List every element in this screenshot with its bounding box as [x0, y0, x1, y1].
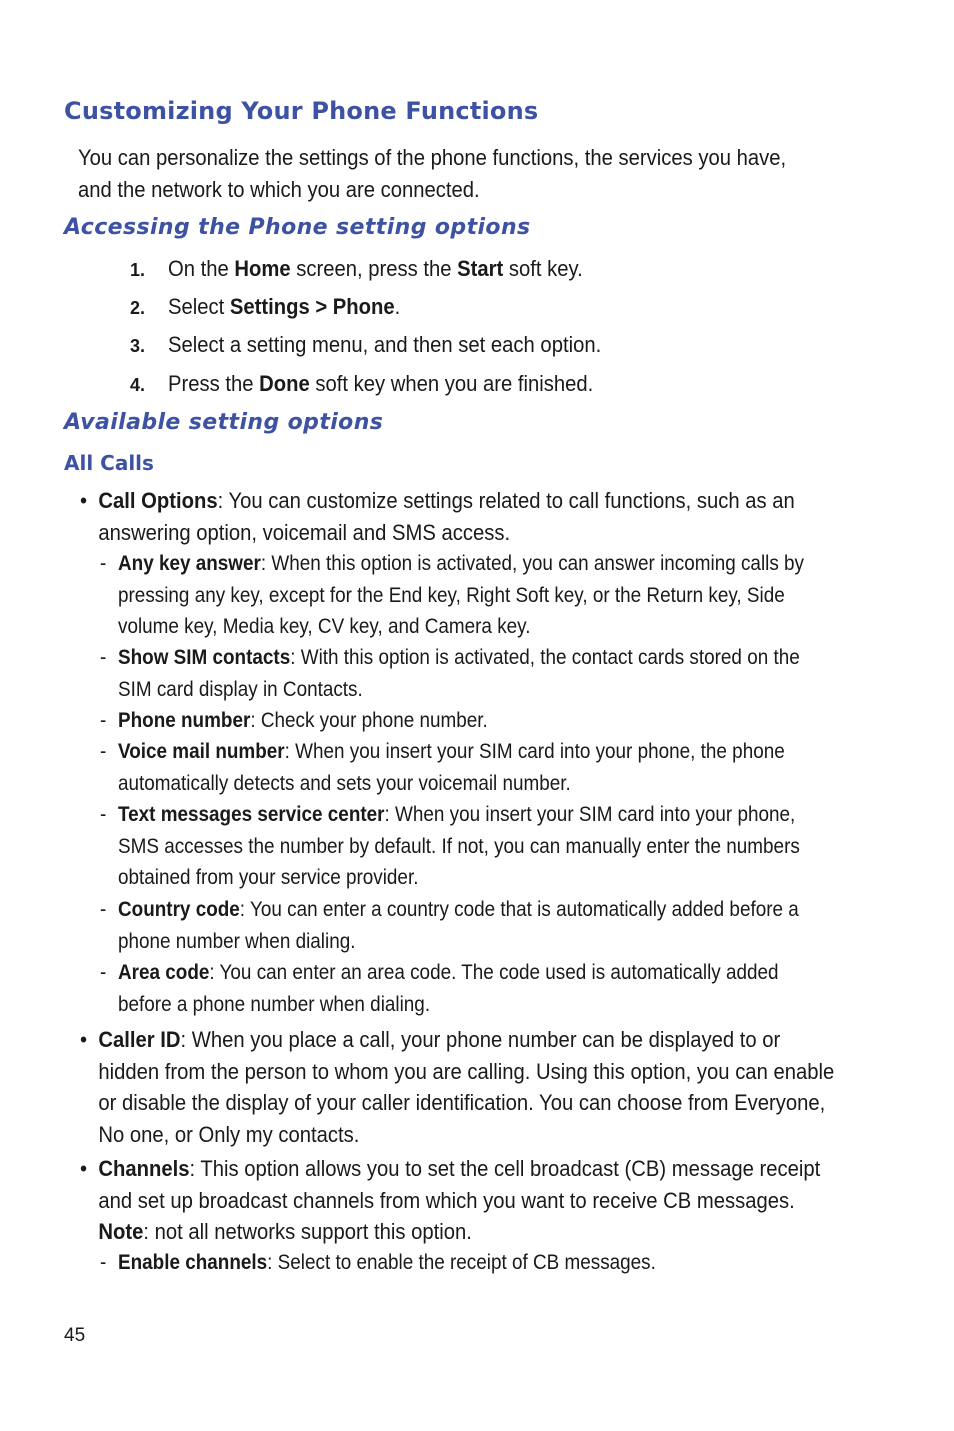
section-heading-accessing: Accessing the Phone setting options — [64, 215, 531, 240]
bullet-call-options: • Call Options: You can customize settings related to call functions, such as an answering option, voicemail and SMS access. — [80, 485, 844, 548]
bullet-glyph: • — [80, 1156, 88, 1181]
sub-item-phone-number: - Phone number: Check your phone number. — [100, 709, 488, 732]
sub-item-area-code: - Area code: You can enter an area code. The code used is automatically added before a phone number when dialing. — [100, 961, 779, 1016]
bullet-caller-id: • Caller ID: When you place a call, your phone number can be displayed to or hidden from the person to whom you are calling. Using this option, you can enable or disable the display of your caller identification. You can choose from Everyone, No one, or Only my contacts. — [80, 1024, 844, 1150]
step-3: 3. Select a setting menu, and then set each option. — [130, 329, 639, 362]
intro-paragraph: You can personalize the settings of the phone functions, the services you have, and the network to which you are connected. — [78, 145, 787, 202]
section-heading-available: Available setting options — [64, 410, 384, 435]
sub-item-text-messages-service-center: - Text messages service center: When you insert your SIM card into your phone, SMS accesses the number by default. If not, you can manually enter the numbers obtained from your service provider. — [100, 803, 800, 889]
sub-item-any-key-answer: - Any key answer: When this option is activated, you can answer incoming calls by pressing any key, except for the End key, Right Soft key, or the Return key, Side volume key, Media key, CV key, and Camera key. — [100, 552, 805, 638]
bullet-channels: • Channels: This option allows you to set the cell broadcast (CB) message receipt and set up broadcast channels from which you want to receive CB messages. Note: not all networks support this option. — [80, 1153, 844, 1248]
page-title: Customizing Your Phone Functions — [64, 97, 539, 125]
sub-item-show-sim-contacts: - Show SIM contacts: With this option is activated, the contact cards stored on the SIM card display in Contacts. — [100, 646, 800, 701]
subheading-all-calls: All Calls — [64, 451, 154, 475]
bullet-glyph: • — [80, 488, 88, 513]
step-1: 1. On the Home screen, press the Start soft key. — [130, 253, 619, 286]
step-number: 1. — [130, 260, 146, 280]
step-2: 2. Select Settings > Phone. — [130, 291, 420, 324]
step-number: 2. — [130, 298, 146, 318]
bullet-glyph: • — [80, 1027, 88, 1052]
page-number: 45 — [64, 1325, 86, 1346]
step-number: 3. — [130, 336, 146, 356]
sub-item-enable-channels: - Enable channels: Select to enable the receipt of CB messages. — [100, 1251, 656, 1274]
sub-item-country-code: - Country code: You can enter a country code that is automatically added before a phone number when dialing. — [100, 898, 799, 953]
step-4: 4. Press the Done soft key when you are finished. — [130, 368, 630, 401]
step-number: 4. — [130, 375, 146, 395]
note-label: Note — [98, 1219, 144, 1244]
sub-item-voice-mail-number: - Voice mail number: When you insert your SIM card into your phone, the phone automatically detects and sets your voicemail number. — [100, 740, 785, 795]
